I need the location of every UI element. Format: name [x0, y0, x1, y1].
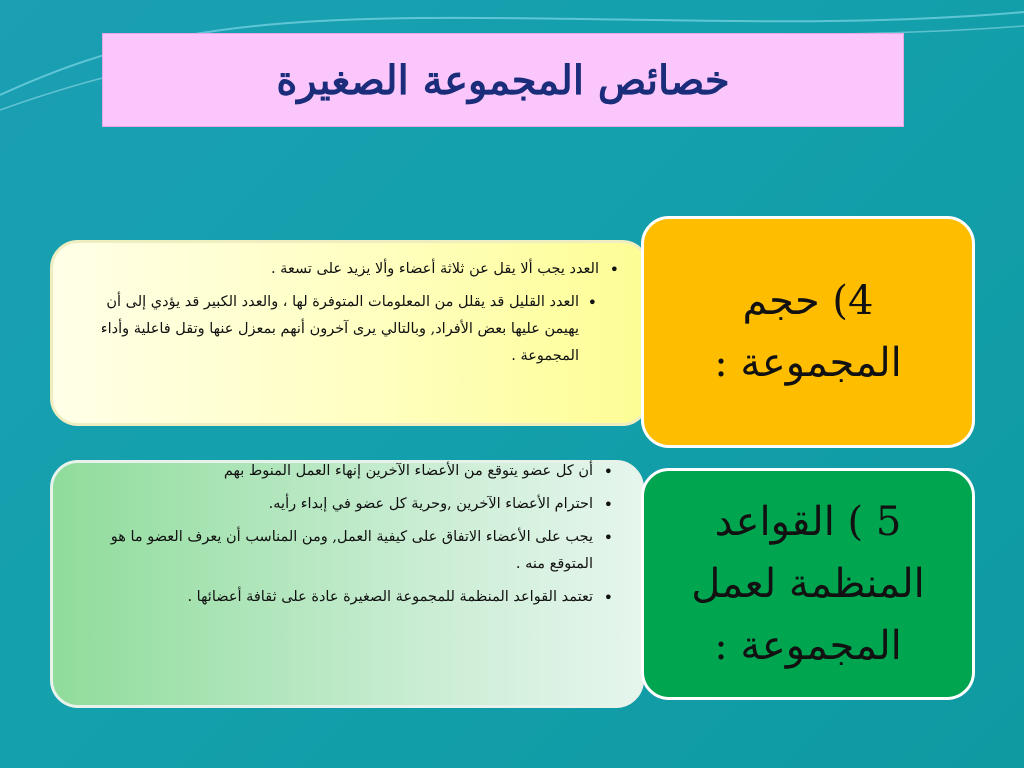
title-banner [102, 33, 904, 127]
list-item [85, 524, 615, 578]
group-size-bullet-list [85, 256, 621, 376]
bullet-icon: • [603, 588, 613, 607]
group-rules-heading: 5 ) القواعد المنظمة لعمل المجموعة : [691, 499, 925, 669]
bullet-icon: • [587, 293, 597, 312]
group-size-heading: 4) حجم المجموعة : [714, 278, 902, 386]
list-item [85, 458, 615, 485]
bullet-text: احترام الأعضاء الآخرين ,وحرية كل عضو في إبداء رأيه. [268, 496, 593, 512]
bullet-text: العدد القليل قد يقلل من المعلومات المتوفرة لها ، والعدد الكبير قد يؤدي إلى أن يهيمن عليها بعض الأفراد, وبالتالي يرى آخرون أنهم بمعزل عنها وتقل فاعلية وأداء المجموعة . [100, 294, 579, 364]
bullet-text: العدد يجب ألا يقل عن ثلاثة أعضاء وألا يزيد على تسعة . [270, 261, 599, 277]
group-rules-heading-card [641, 468, 975, 700]
list-item [85, 289, 621, 370]
bullet-icon: • [609, 260, 619, 279]
slide-title: خصائص المجموعة الصغيرة [276, 56, 730, 104]
list-item [85, 491, 615, 518]
bullet-text: يجب على الأعضاء الاتفاق على كيفية العمل, ومن المناسب أن يعرف العضو ما هو المتوقع منه . [110, 529, 593, 572]
bullet-text: تعتمد القواعد المنظمة للمجموعة الصغيرة عادة على ثقافة أعضائها . [187, 589, 593, 605]
list-item [85, 256, 621, 283]
group-rules-bullet-list [85, 458, 615, 617]
bullet-icon: • [603, 528, 613, 547]
bullet-text: أن كل عضو يتوقع من الأعضاء الآخرين إنهاء العمل المنوط بهم [223, 463, 593, 479]
group-size-heading-card [641, 216, 975, 448]
list-item [85, 584, 615, 611]
bullet-icon: • [603, 495, 613, 514]
bullet-icon: • [603, 462, 613, 481]
